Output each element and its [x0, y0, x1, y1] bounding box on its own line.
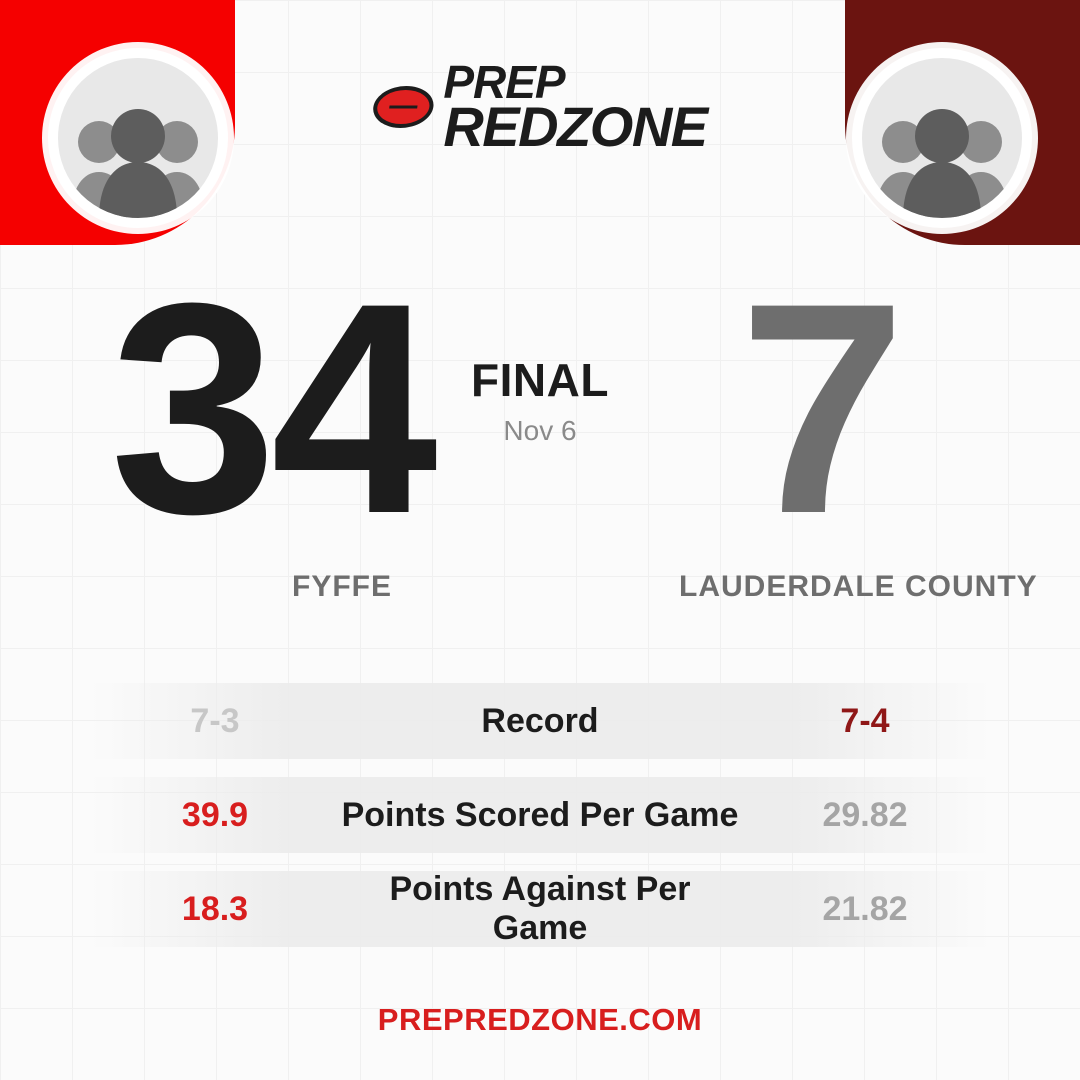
stat-label: Record [481, 701, 599, 740]
game-status-block [390, 353, 690, 447]
stat-home-value: 39.9 [181, 795, 249, 834]
team-names [0, 570, 1080, 616]
prepredzone-logo [373, 56, 707, 159]
team-avatar-icon [862, 58, 1022, 218]
stat-home-value: 7-3 [190, 701, 240, 740]
game-date: Nov 6 [503, 415, 577, 446]
stat-row [90, 683, 990, 759]
stat-away-value: 21.82 [822, 889, 908, 928]
stat-away-value: 29.82 [822, 795, 908, 834]
stat-home-value: 18.3 [181, 889, 249, 928]
footer-url: PREPREDZONE.COM [377, 1002, 703, 1037]
stats-comparison [90, 683, 990, 965]
home-team-score: 34 [110, 240, 432, 576]
away-team-score: 7 [739, 240, 900, 576]
stat-row [90, 777, 990, 853]
prepredzone-wordmark [443, 56, 707, 159]
stat-label: Points Scored Per Game [341, 795, 739, 834]
home-team-logo [48, 48, 228, 228]
stat-row [90, 871, 990, 947]
away-team-name: LAUDERDALE COUNTY [679, 570, 1038, 603]
away-team-logo [852, 48, 1032, 228]
team-avatar-icon [58, 58, 218, 218]
home-team-name: FYFFE [292, 570, 392, 603]
logo-line-1: PREP [443, 56, 565, 108]
stat-away-value: 7-4 [840, 701, 890, 740]
logo-line-2: REDZONE [443, 95, 707, 159]
stat-label: Points Against Per Game [389, 870, 691, 947]
football-icon [370, 86, 436, 128]
scoreboard [0, 240, 1080, 608]
game-status: FINAL [471, 354, 609, 406]
